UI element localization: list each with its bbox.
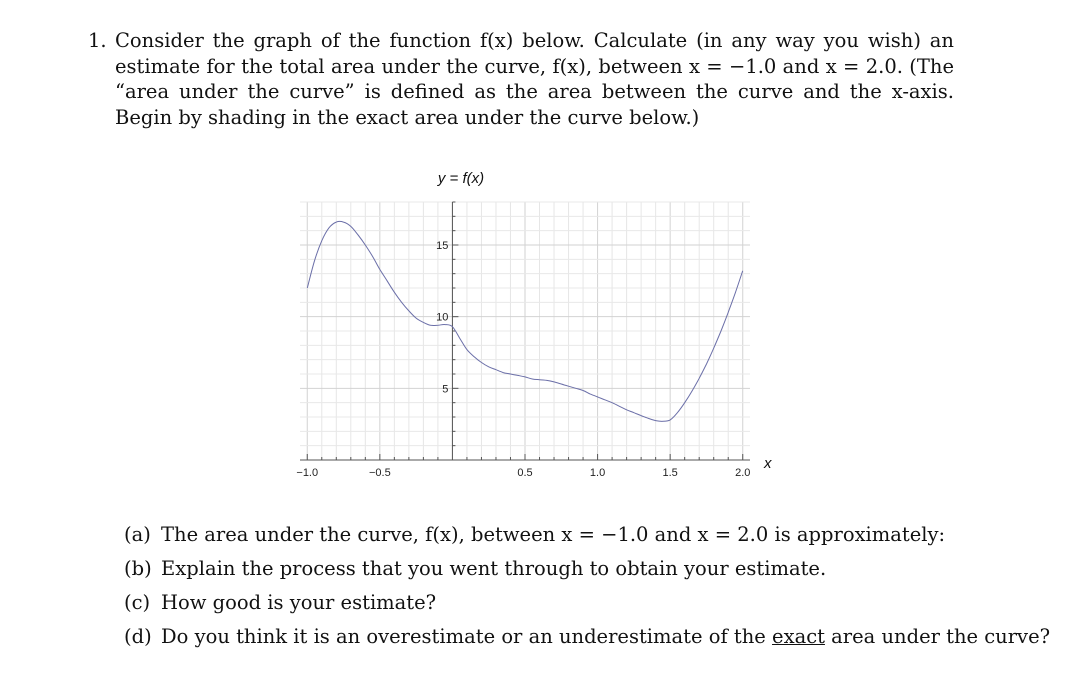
grid bbox=[300, 202, 750, 460]
y-tick-label: 5 bbox=[442, 383, 449, 396]
question-b bbox=[124, 556, 964, 590]
problem-number: 1. bbox=[88, 29, 107, 52]
y-tick-label: 15 bbox=[436, 240, 449, 252]
y-tick-label: 10 bbox=[436, 311, 449, 324]
x-tick-label: −0.5 bbox=[368, 467, 391, 479]
x-tick-label: 2.0 bbox=[735, 467, 751, 479]
x-tick-label: 0.5 bbox=[517, 467, 533, 479]
question-a bbox=[124, 522, 964, 556]
question-text: How good is your estimate? bbox=[161, 591, 437, 614]
question-text: The area under the curve, f(x), between x = −1.0 and x = 2.0 is approximately: bbox=[161, 523, 946, 546]
chart-title: y = f(x) bbox=[437, 170, 485, 187]
question-text-end: area under the curve? bbox=[824, 625, 1051, 648]
question-label: (b) bbox=[124, 557, 152, 580]
question-text: Do you think it is an overestimate or an underestimate of the bbox=[161, 625, 773, 648]
question-c bbox=[124, 590, 964, 624]
question-list bbox=[124, 522, 1051, 658]
problem-statement bbox=[88, 28, 954, 130]
question-text: Explain the process that you went through to obtain your estimate. bbox=[161, 557, 827, 580]
function-graph bbox=[280, 160, 800, 500]
question-label: (d) bbox=[124, 625, 152, 648]
problem-text: Consider the graph of the function f(x) below. Calculate (in any way you wish) an estimate for the total area under the curve, f(x), between x = −1.0 and x = 2.0. (The “area under the curve” is defined as the area between the curve and the x-axis. Begin by shading in the exact area under the curve below.) bbox=[115, 29, 954, 129]
x-axis-label: x bbox=[764, 455, 772, 472]
x-tick-label: −1.0 bbox=[296, 467, 319, 479]
question-d bbox=[124, 624, 1051, 658]
question-label: (a) bbox=[124, 523, 151, 546]
question-label: (c) bbox=[124, 591, 151, 614]
x-tick-label: 1.5 bbox=[662, 467, 678, 479]
x-tick-label: 1.0 bbox=[589, 467, 606, 479]
underlined-word: exact bbox=[772, 625, 825, 648]
